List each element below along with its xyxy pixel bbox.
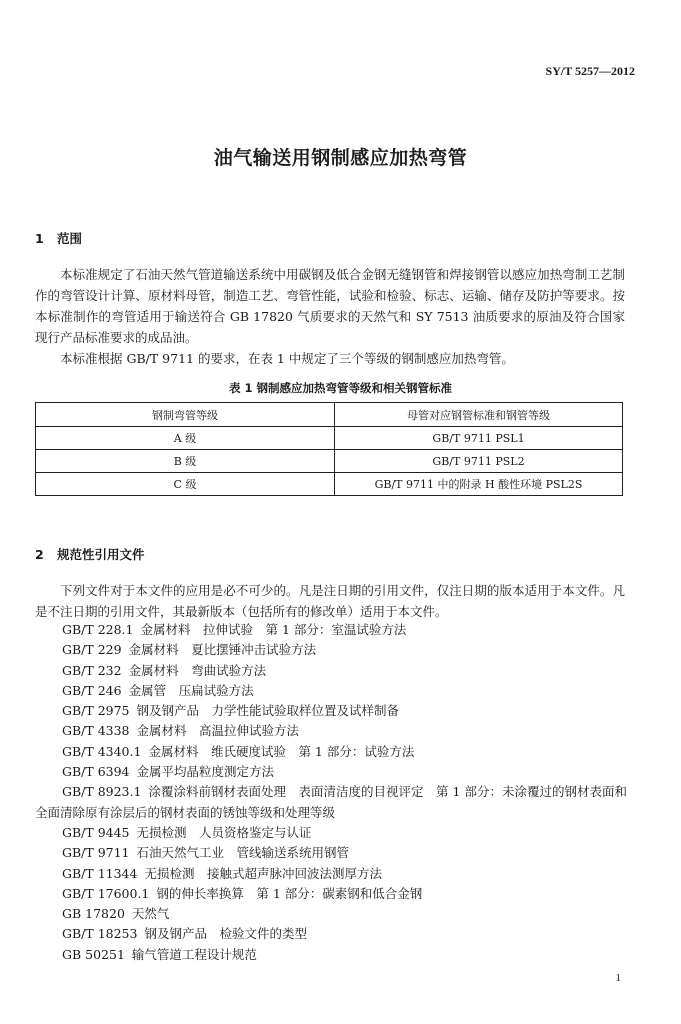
reference-title: 输气管道工程设计规范 xyxy=(131,946,257,962)
table-cell: GB/T 9711 中的附录 H 酸性环境 PSL2S xyxy=(335,473,623,496)
list-item xyxy=(35,904,627,924)
section-title: 范围 xyxy=(57,231,83,246)
section-title: 规范性引用文件 xyxy=(57,547,145,562)
scope-paragraph-1: 本标准规定了石油天然气管道输送系统中用碳钢及低合金钢无缝钢管和焊接钢管以感应加热弯制工艺制作的弯管设计计算、原材料母管，制造工艺、弯管性能，试验和检验、标志、运输、储存及防护等要求。按本标准制作的弯管适用于输送符合 GB 17820 气质要求的天然气和 SY 7513 油质要求的原油及符合国家现行产品标准要求的成品油。 xyxy=(35,267,625,345)
section-number: 1 xyxy=(35,231,44,246)
reference-code: GB/T 4340.1 xyxy=(62,743,142,759)
reference-title: 天然气 xyxy=(131,906,170,922)
table-row xyxy=(36,427,623,450)
list-item xyxy=(35,742,627,762)
section-number: 2 xyxy=(35,547,44,562)
table-header-cell: 钢制弯管等级 xyxy=(36,403,335,427)
reference-code: GB/T 229 xyxy=(62,642,122,658)
reference-title: 涂覆涂料前钢材表面处理 表面清洁度的目视评定 第 1 部分：未涂覆过的钢材表面和全面清除原有涂层后的钢材表面的锈蚀等级和处理等级 xyxy=(35,784,627,820)
list-item xyxy=(35,884,627,904)
document-title: 油气输送用钢制感应加热弯管 xyxy=(213,147,468,169)
reference-title: 钢的伸长率换算 第 1 部分：碳素钢和低合金钢 xyxy=(156,885,423,901)
reference-title: 无损检测 人员资格鉴定与认证 xyxy=(136,824,312,840)
reference-code: GB/T 232 xyxy=(62,662,122,678)
list-item xyxy=(35,924,627,944)
table-cell: B 级 xyxy=(36,450,335,473)
table-header-row xyxy=(36,403,623,427)
table-cell: C 级 xyxy=(36,473,335,496)
list-item xyxy=(35,661,627,681)
section-heading-references xyxy=(35,545,145,563)
list-item xyxy=(35,782,627,823)
reference-code: GB/T 8923.1 xyxy=(62,784,142,800)
list-item xyxy=(35,681,627,701)
reference-title: 无损检测 接触式超声脉冲回波法测厚方法 xyxy=(144,865,382,881)
reference-title: 金属材料 高温拉伸试验方法 xyxy=(136,723,300,739)
reference-code: GB/T 9445 xyxy=(62,824,130,840)
reference-list xyxy=(35,620,627,965)
reference-code: GB/T 4338 xyxy=(62,723,130,739)
list-item xyxy=(35,945,627,965)
reference-title: 钢及钢产品 力学性能试验取样位置及试样制备 xyxy=(136,703,400,719)
references-intro: 下列文件对于本文件的应用是必不可少的。凡是注日期的引用文件，仅注日期的版本适用于本文件。凡是不注日期的引用文件，其最新版本（包括所有的修改单）适用于本文件。 xyxy=(35,583,625,619)
list-item xyxy=(35,823,627,843)
reference-title: 金属材料 拉伸试验 第 1 部分：室温试验方法 xyxy=(140,622,407,637)
list-item xyxy=(35,721,627,741)
reference-title: 金属材料 弯曲试验方法 xyxy=(128,662,267,678)
reference-code: GB/T 9711 xyxy=(62,845,130,861)
table-row xyxy=(36,450,623,473)
table-cell: GB/T 9711 PSL1 xyxy=(335,427,623,450)
section-heading-scope xyxy=(35,229,82,247)
reference-code: GB 50251 xyxy=(62,946,125,962)
reference-code: GB 17820 xyxy=(62,906,125,922)
standard-code: SY/T 5257—2012 xyxy=(545,64,635,78)
reference-code: GB/T 228.1 xyxy=(62,622,134,637)
table-cell: A 级 xyxy=(36,427,335,450)
reference-code: GB/T 17600.1 xyxy=(62,885,150,901)
reference-title: 金属材料 夏比摆锤冲击试验方法 xyxy=(128,642,317,658)
reference-code: GB/T 11344 xyxy=(62,865,138,881)
table-row xyxy=(36,473,623,496)
table-cell: GB/T 9711 PSL2 xyxy=(335,450,623,473)
reference-code: GB/T 246 xyxy=(62,682,122,698)
reference-title: 金属平均晶粒度测定方法 xyxy=(136,764,275,780)
page-number: 1 xyxy=(615,972,621,984)
reference-code: GB/T 6394 xyxy=(62,764,130,780)
list-item xyxy=(35,843,627,863)
list-item xyxy=(35,620,627,640)
list-item xyxy=(35,864,627,884)
reference-title: 金属材料 维氏硬度试验 第 1 部分：试验方法 xyxy=(148,743,415,759)
list-item xyxy=(35,762,627,782)
list-item xyxy=(35,640,627,660)
grade-table xyxy=(35,402,623,496)
reference-code: GB/T 18253 xyxy=(62,926,138,942)
reference-code: GB/T 2975 xyxy=(62,703,130,719)
reference-title: 石油天然气工业 管线输送系统用钢管 xyxy=(136,845,350,861)
table-caption: 表 1 钢制感应加热弯管等级和相关钢管标准 xyxy=(228,381,452,395)
scope-paragraph-2: 本标准根据 GB/T 9711 的要求，在表 1 中规定了三个等级的钢制感应加热弯管。 xyxy=(60,351,514,366)
reference-title: 钢及钢产品 检验文件的类型 xyxy=(144,926,307,942)
table-header-cell: 母管对应钢管标准和钢管等级 xyxy=(335,403,623,427)
list-item xyxy=(35,701,627,721)
reference-title: 金属管 压扁试验方法 xyxy=(128,682,254,698)
